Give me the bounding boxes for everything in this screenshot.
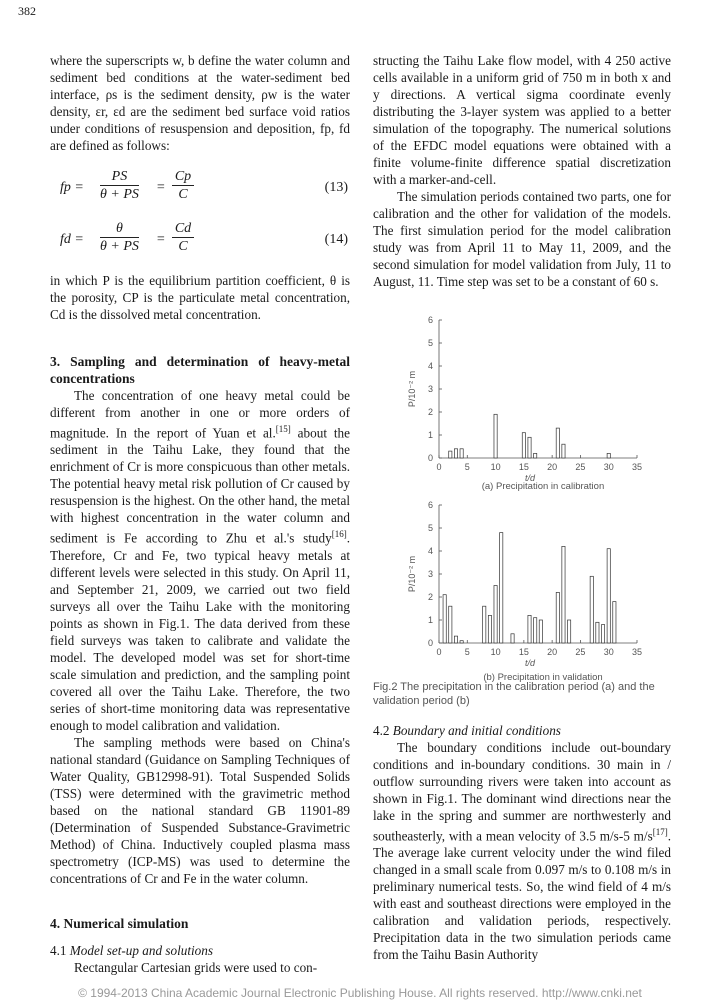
eq13-label: (13) — [324, 180, 348, 195]
chart-b-ytick-label: 3 — [427, 569, 433, 579]
left-column — [50, 52, 350, 976]
chart-a-bar — [460, 449, 463, 458]
eq13-equals: = — [156, 180, 166, 195]
eq13-num1: PS — [100, 168, 139, 186]
chart-b-bar — [494, 586, 497, 644]
eq14-lhs: fd = — [60, 232, 84, 247]
chart-b-validation — [373, 497, 673, 687]
chart-a-xtick-label: 0 — [436, 462, 442, 472]
subsection-4-2-title: Boundary and initial conditions — [392, 723, 561, 738]
chart-b-bar — [556, 592, 559, 643]
p3-part-b: about the sediment in the Taihu Lake, they found that the enrichment of Cr is more conspicuous than other metals. The potential heavy metal risk pollution of Cr caused by resuspension is the highest. On the other hand, the metal with highest concentration in the water column and sediment is Fe according to Zhu et al.'s study — [50, 425, 350, 546]
chart-b-xtick-label: 30 — [603, 647, 614, 657]
chart-b-xtick-label: 25 — [575, 647, 586, 657]
subsection-4-1-title: Model set-up and solutions — [69, 942, 214, 958]
chart-a-xtick-label: 10 — [490, 462, 501, 472]
eq14-den1: θ + PS — [100, 239, 139, 254]
right-paragraph-2: The simulation periods contained two parts, one for calibration and the other for validation of the models. The first simulation period for the model calibration study was from April 11 to May 11, 2009, and the second simulation for model validation from July, 11 to August, 11. Time step was set to be a constant of 60 s. — [373, 189, 671, 289]
eq14-frac1 — [100, 220, 139, 255]
chart-a-bar — [562, 444, 565, 458]
chart-a-xlabel: t/d — [524, 473, 536, 483]
subsection-4-2-number: 4.2 — [373, 723, 393, 738]
right-column-top — [373, 52, 671, 290]
reference-16: [16] — [331, 529, 347, 540]
chart-b-xtick-label: 0 — [436, 647, 442, 657]
chart-b-xtick-label: 35 — [631, 647, 643, 657]
chart-b-bar — [483, 606, 486, 643]
right-p3-part-b: . The average lake current velocity under the wind filed changed in a small scale from 0.097 m/s to 0.108 m/s in preliminary numerical tests. So, the wind field of 4 m/s with east and southeast directions were employed in the calibration and validation periods, respectively. Precipitation data in the two simulation periods came from the Taihu Basin Authority — [373, 828, 671, 963]
chart-a-ytick-label: 2 — [427, 407, 433, 417]
eq13-frac2 — [172, 168, 194, 203]
page-number: 382 — [18, 4, 36, 18]
chart-b-bar — [590, 576, 593, 643]
chart-b-bar — [443, 595, 446, 643]
chart-a-xtick-label: 15 — [518, 462, 529, 472]
chart-b-bar — [562, 546, 565, 643]
chart-b-xtick-label: 15 — [518, 647, 529, 657]
eq13-lhs: fp = — [60, 180, 84, 195]
chart-a-ylabel: P/10⁻² m — [407, 370, 417, 408]
chart-a-ytick-label: 4 — [427, 361, 433, 371]
left-paragraph-5: Rectangular Cartesian grids were used to con- — [74, 959, 318, 975]
chart-a-bar — [449, 451, 452, 458]
chart-a-xtick-label: 20 — [547, 462, 558, 472]
eq14-equals: = — [156, 232, 166, 247]
chart-b-bar — [613, 602, 616, 643]
p3-part-c: . Therefore, Cr and Fe, two typical heavy metals at different levels were selected in this study. On April 11, and September 21, 2009, we carried out two field surveys all over the Taihu Lake with the monitoring points as shown in Fig.1. The data derived from these field surveys was taken to calibrate and validate the model. The developed model was set for short-time scale simulation and prediction, and the sampling point covered all over the Taihu Lake. Therefore, the two series of short-time monitoring data was representative enough to model calibration and validation. — [50, 530, 350, 733]
chart-a-ytick-label: 0 — [427, 453, 433, 463]
chart-b-bar — [534, 618, 537, 643]
left-paragraph-3 — [50, 387, 350, 734]
chart-a-bar — [454, 449, 457, 458]
p3-part-a: The concentration of one heavy metal could be different from another in one or more orders of magnitude. In the report of Yuan et al. — [50, 388, 350, 441]
chart-b-ytick-label: 4 — [427, 546, 433, 556]
eq13-den2: C — [178, 187, 188, 202]
chart-a-xtick-label: 30 — [603, 462, 614, 472]
chart-a-bar — [494, 414, 497, 458]
chart-a-bar — [522, 433, 525, 458]
right-p3-part-a: The boundary conditions include out-boundary conditions and in-boundary conditions. 30 main in / outflow surrounding rivers were taken into account as shown in Fig.1. The dominant wind directions near the lake in the spring and summer are northwesterly and southeasterly, with a mean velocity of 3.5 m/s-5 m/s — [373, 740, 671, 844]
subsection-4-1-heading — [50, 942, 350, 959]
chart-a-bar — [528, 437, 531, 458]
chart-b-bar — [568, 620, 571, 643]
chart-b-xlabel: t/d — [524, 658, 536, 668]
chart-b-title: (b) Precipitation in validation — [483, 672, 603, 683]
figure-caption: Fig.2 The precipitation in the calibration period (a) and the validation period (b) — [373, 681, 655, 707]
chart-b-bar — [528, 615, 531, 643]
reference-17: [17] — [652, 827, 668, 837]
eq14-frac2 — [172, 220, 194, 255]
chart-b-bar — [596, 622, 599, 643]
chart-b-xtick-label: 5 — [464, 647, 470, 657]
eq14-label: (14) — [324, 232, 348, 247]
chart-a-xtick-label: 35 — [631, 462, 643, 472]
chart-b-bar — [607, 549, 610, 643]
left-paragraph-2: in which P is the equilibrium partition coefficient, θ is the porosity, CP is the particulate metal concentration, Cd is the dissolved metal concentration. — [50, 273, 350, 322]
eq14-num1: θ — [100, 220, 139, 238]
chart-b-bar — [500, 533, 503, 643]
eq13-den1: θ + PS — [100, 187, 139, 202]
chart-a-xtick-label: 5 — [464, 462, 470, 472]
right-column-bottom — [373, 722, 671, 963]
left-paragraph-4: The sampling methods were based on China's national standard (Guidance on Sampling Techniques of Water Quality, GB12998-91). Total Suspended Solids (TSS) were determined with the gravimetric method based on the national standard GB 11901-89 (Determination of Suspended Substance-Gravimetric Method) of China. Inductively coupled plasma mass spectrometry (ICP-MS) was used to determine the concentrations of Cr and Fe in the water column. — [50, 734, 350, 886]
copyright-footer: © 1994-2013 China Academic Journal Electronic Publishing House. All rights reserved. http://www.cnki.net — [78, 986, 642, 1000]
chart-b-ylabel: P/10⁻² m — [407, 555, 417, 593]
figure-2 — [373, 312, 673, 692]
right-paragraph-3 — [373, 739, 671, 963]
chart-b-bar — [488, 615, 491, 643]
chart-b-bar — [601, 625, 604, 643]
chart-b-ytick-label: 1 — [427, 615, 433, 625]
chart-b-bar — [511, 634, 514, 643]
chart-b-ytick-label: 6 — [427, 500, 433, 510]
subsection-4-2-heading — [373, 722, 671, 739]
chart-b-bar — [539, 620, 542, 643]
section-4-heading: 4. Numerical simulation — [50, 915, 189, 931]
chart-b-xtick-label: 20 — [547, 647, 558, 657]
chart-a-ytick-label: 5 — [427, 338, 433, 348]
chart-a-ytick-label: 1 — [427, 430, 433, 440]
section-3-heading: 3. Sampling and determination of heavy-metal concentrations — [50, 354, 350, 386]
chart-a-ytick-label: 6 — [427, 315, 433, 325]
chart-b-ytick-label: 0 — [427, 638, 433, 648]
chart-b-bar — [460, 641, 463, 643]
eq13-num2: Cp — [172, 168, 194, 186]
chart-b-bar — [449, 606, 452, 643]
chart-a-title: (a) Precipitation in calibration — [481, 481, 605, 492]
chart-a-bar — [556, 428, 559, 458]
chart-a-calibration — [373, 312, 673, 492]
chart-b-ytick-label: 5 — [427, 523, 433, 533]
eq13-frac1 — [100, 168, 139, 203]
right-paragraph-1: structing the Taihu Lake flow model, with 4 250 active cells available in a uniform grid of 750 m in both x and y directions. A vertical sigma coordinate evenly distributing the 3-layer system was applied to a better simulation of the topography. The numerical solutions of the EFDC model equations were obtained with a finite volume-finite difference spatial discretization with a marker-and-cell. — [373, 53, 671, 187]
eq14-den2: C — [178, 239, 188, 254]
chart-a-bar — [607, 453, 610, 458]
chart-a-bar — [534, 453, 537, 458]
equation-14 — [50, 220, 350, 260]
eq14-num2: Cd — [172, 220, 194, 238]
subsection-4-1-number: 4.1 — [50, 942, 70, 958]
equation-13 — [50, 168, 350, 208]
chart-b-bar — [454, 636, 457, 643]
chart-b-xtick-label: 10 — [490, 647, 501, 657]
reference-15: [15] — [275, 424, 291, 434]
chart-a-ytick-label: 3 — [427, 384, 433, 394]
chart-b-ytick-label: 2 — [427, 592, 433, 602]
left-paragraph-1: where the superscripts w, b define the water column and sediment bed conditions at the water-sediment bed interface, ρs is the sediment density, ρw is the water density, εr, εd are the sediment bed surface void ratios under conditions of resuspension and deposition, fp, fd are defined as follows: — [50, 53, 350, 153]
chart-a-xtick-label: 25 — [575, 462, 586, 472]
